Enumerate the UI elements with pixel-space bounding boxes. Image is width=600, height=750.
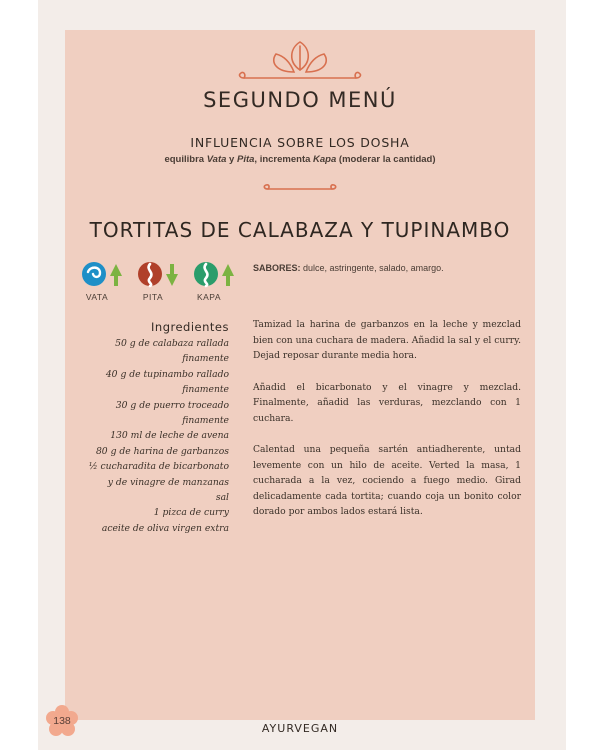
ingredient-line: finamente: [182, 384, 229, 396]
dosha-effect-pita: Pita: [236, 154, 255, 165]
flavors-label: SABORES:: [253, 263, 301, 273]
vata-drop-icon: [80, 260, 128, 290]
dosha-label-vata: VATA: [85, 292, 109, 302]
dosha-effect-prefix: equilibra: [164, 154, 207, 165]
ingredient-line: 30 g de puerro troceado finamente: [115, 399, 229, 427]
footer-brand: AYURVEGAN: [261, 722, 339, 735]
dosha-influence-heading: INFLUENCIA SOBRE LOS DOSHA: [190, 135, 410, 150]
ingredient-line: 1 pizca de curry: [153, 507, 229, 519]
ingredients-heading: Ingredientes: [151, 320, 229, 334]
pita-drop-icon: [136, 260, 184, 290]
ingredient-line: aceite de oliva virgen extra: [101, 522, 229, 534]
dosha-effect-line: [65, 154, 535, 165]
dosha-kapa: [192, 260, 240, 304]
page-number: 138: [53, 715, 71, 727]
ingredient-line: 80 g de harina de garbanzos: [95, 445, 229, 457]
dosha-label-kapa: KAPA: [196, 292, 222, 302]
ingredient-line: 40 g de tupinambo rallado: [105, 368, 229, 380]
recipe-title: TORTITAS DE CALABAZA Y TUPINAMBO: [89, 218, 511, 242]
method-step: Añadid el bicarbonato y el vinagre y mezclad. Finalmente, añadid las verduras, mezclando con 1 cuchara.: [253, 381, 521, 424]
dosha-effect-kapa: Kapa: [313, 154, 337, 165]
dosha-effect-middle: , incrementa: [254, 154, 314, 165]
dosha-effect-and: y: [226, 154, 237, 165]
method-steps: [253, 317, 521, 536]
flavors-line: [253, 263, 444, 273]
leaf-ornament-icon: [236, 38, 364, 86]
dosha-icons-row: [80, 260, 250, 304]
dosha-effect-vata: Vata: [206, 154, 227, 165]
flavors-text: dulce, astringente, salado, amargo.: [300, 263, 444, 273]
ingredient-line: 130 ml de leche de avena: [110, 430, 229, 442]
dosha-label-pita: PITA: [142, 292, 164, 302]
menu-title: SEGUNDO MENÚ: [203, 88, 397, 112]
ingredients-list: [80, 320, 229, 536]
method-step: Calentad una pequeña sartén antiadherente, untad levemente con un hilo de aceite. Verted la masa, 1 cucharada a la vez, cociendo a fuego medio. Girad delicadamente cada tortita; cuando coja un bonito color dorado por ambos lados estará lista.: [253, 444, 521, 517]
divider-ornament-icon: [262, 182, 338, 196]
ingredient-line: finamente: [182, 353, 229, 365]
ingredient-line: ½ cucharadita de bicarbonato: [88, 461, 229, 473]
dosha-pita: [136, 260, 184, 304]
dosha-effect-suffix: (moderar la cantidad): [336, 154, 436, 165]
method-step: Tamizad la harina de garbanzos en la leche y mezclad bien con una cuchara de madera. Añadid la sal y el curry. Dejad reposar durante media hora.: [253, 319, 521, 361]
kapa-drop-icon: [192, 260, 240, 290]
ingredient-line: 50 g de calabaza rallada: [115, 338, 229, 349]
dosha-vata: [80, 260, 128, 304]
ingredient-line: y de vinagre de manzanas: [107, 476, 229, 488]
ingredient-line: sal: [215, 492, 229, 504]
